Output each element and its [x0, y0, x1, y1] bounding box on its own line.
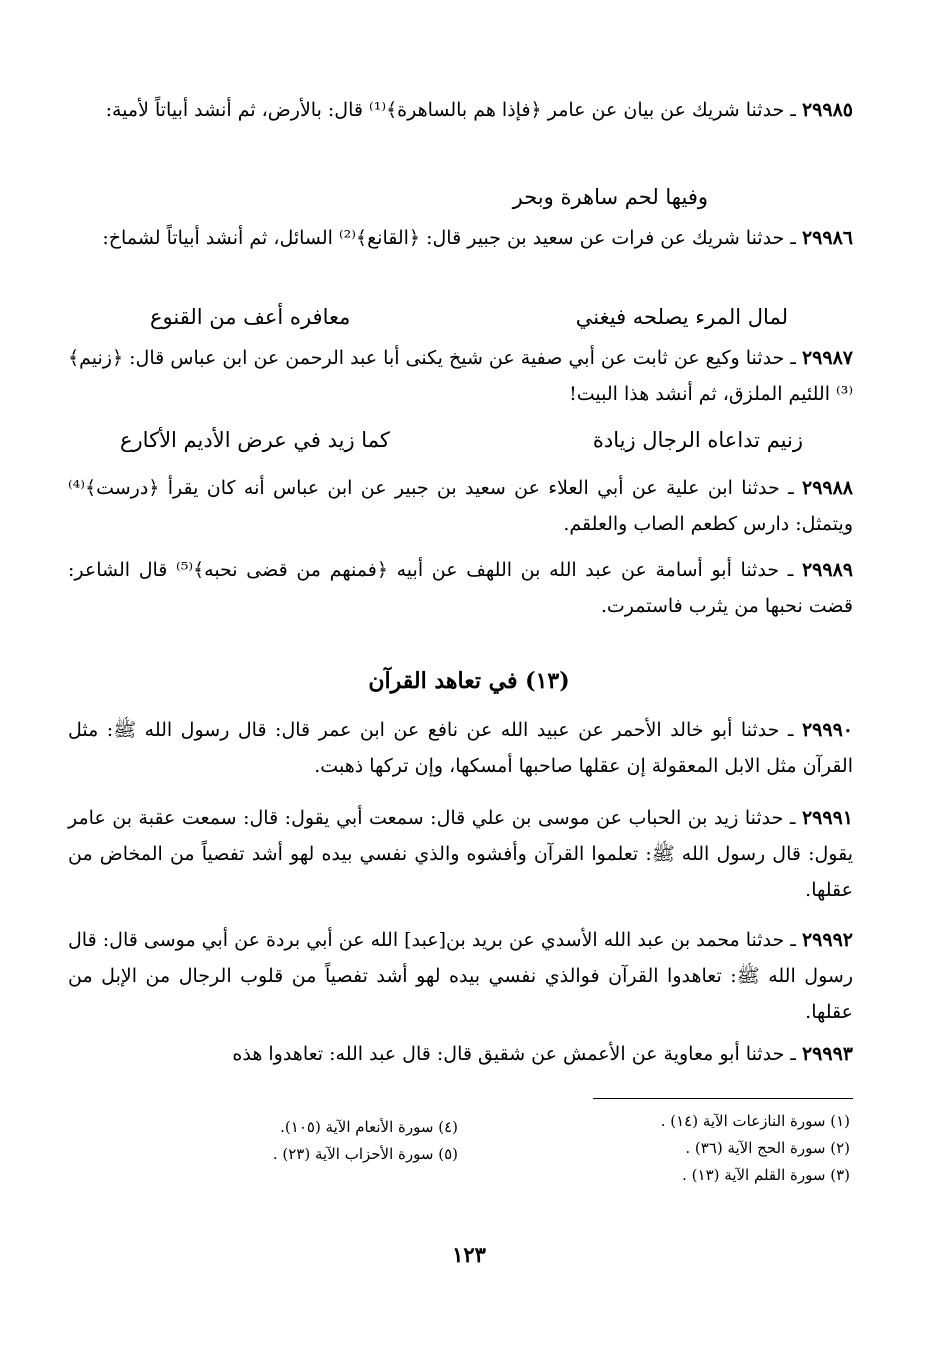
hadith-number: ٢٩٩٩٢	[801, 929, 853, 951]
hadith-number: ٢٩٩٨٨	[801, 477, 854, 499]
footnotes-right	[661, 1108, 850, 1189]
hadith-entry: ٢٩٩٨٥ ـ حدثنا شريك عن بيان عن عامر ﴿فإذا هم بالساهرة﴾⁽¹⁾ قال: بالأرض، ثم أنشد أبياتاً لأمية:	[105, 99, 853, 121]
section-heading: (١٣) في تعاهد القرآن	[368, 668, 570, 694]
hadith-number: ٢٩٩٩٠	[801, 719, 853, 741]
hadith-entry: ٢٩٩٩٢ ـ حدثنا محمد بن عبد الله الأسدي عن بريد بن[عبد] الله عن أبي بردة عن أبي موسى قال: قال رسول الله ﷺ: تعاهدوا القرآن فوالذي نفسي بيده لهو أشد تفصياً من قلوب الرجال من الإبل من عقلها.	[68, 929, 853, 1023]
hadith-text: حدثنا أبو معاوية عن الأعمش عن شقيق قال: قال عبد الله: تعاهدوا هذه	[232, 1043, 785, 1065]
verse-hemistich: وفيها لحم ساهرة وبحر	[512, 185, 708, 209]
hadith-number: ٢٩٩٨٥	[801, 99, 853, 121]
footnote: (٤) سورة الأنعام الآية (١٠٥).	[280, 1118, 458, 1136]
verse-hemistich-left: كما زيد في عرض الأديم الأكارع	[120, 428, 390, 452]
footnote-separator	[593, 1098, 853, 1099]
hadith-text: حدثنا وكيع عن ثابت عن أبي صفية عن شيخ يكنى أبا عبد الرحمن عن ابن عباس قال: ﴿زنيم﴾⁽³⁾ اللئيم الملزق، ثم أنشد هذا البيت!	[68, 347, 853, 405]
hadith-number: ٢٩٩٩١	[801, 807, 853, 829]
hadith-text: حدثنا شريك عن فرات عن سعيد بن جبير قال: ﴿القانع﴾⁽²⁾ السائل، ثم أنشد أبياتاً لشماخ:	[102, 227, 785, 249]
footnotes-left	[273, 1114, 458, 1168]
poem-verse	[240, 182, 708, 212]
footnote: (٢) سورة الحج الآية (٣٦) .	[685, 1139, 850, 1157]
verse-hemistich-right: لمال المرء يصلحه فيغني	[575, 305, 788, 329]
poem-verse	[150, 302, 788, 332]
footnote: (٣) سورة القلم الآية (١٣) .	[682, 1166, 850, 1184]
hadith-number: ٢٩٩٨٧	[801, 347, 853, 369]
hadith-entry: ٢٩٩٨٧ ـ حدثنا وكيع عن ثابت عن أبي صفية عن شيخ يكنى أبا عبد الرحمن عن ابن عباس قال: ﴿زنيم﴾⁽³⁾ اللئيم الملزق، ثم أنشد هذا البيت!	[68, 347, 853, 405]
footnote: (٥) سورة الأحزاب الآية (٢٣) .	[272, 1145, 458, 1163]
hadith-number: ٢٩٩٨٦	[801, 227, 853, 249]
verse-hemistich-right: زنيم تداعاه الرجال زيادة	[592, 428, 803, 452]
poem-verse	[120, 425, 803, 455]
hadith-text: حدثنا شريك عن بيان عن عامر ﴿فإذا هم بالساهرة﴾⁽¹⁾ قال: بالأرض، ثم أنشد أبياتاً لأمية:	[105, 99, 785, 121]
hadith-number: ٢٩٩٩٣	[801, 1043, 853, 1065]
hadith-text: حدثنا زيد بن الحباب عن موسى بن علي قال: سمعت أبي يقول: قال: سمعت عقبة بن عامر يقول: قال رسول الله ﷺ: تعلموا القرآن وأفشوه والذي نفسي بيده لهو أشد تفصياً من المخاض من عقلها.	[68, 807, 853, 901]
hadith-entry: ٢٩٩٩١ ـ حدثنا زيد بن الحباب عن موسى بن علي قال: سمعت أبي يقول: قال: سمعت عقبة بن عامر يقول: قال رسول الله ﷺ: تعلموا القرآن وأفشوه والذي نفسي بيده لهو أشد تفصياً من المخاض من عقلها.	[68, 807, 853, 901]
hadith-number: ٢٩٩٨٩	[801, 559, 853, 581]
hadith-text: حدثنا أبو أسامة عن عبد الله بن اللهف عن أبيه ﴿فمنهم من قضى نحبه﴾⁽⁵⁾ قال الشاعر: قضت نحبها من يثرب فاستمرت.	[68, 559, 853, 617]
hadith-text: حدثنا محمد بن عبد الله الأسدي عن بريد بن[عبد] الله عن أبي بردة عن أبي موسى قال: قال رسول الله ﷺ: تعاهدوا القرآن فوالذي نفسي بيده لهو أشد تفصياً من قلوب الرجال من الإبل من عقلها.	[68, 929, 853, 1023]
page-number: ١٢٣	[452, 1242, 486, 1267]
hadith-text: حدثنا ابن علية عن أبي العلاء عن سعيد بن جبير عن ابن عباس أنه كان يقرأ ﴿درست﴾⁽⁴⁾ ويتمثل: دارس كطعم الصاب والعلقم.	[68, 477, 853, 535]
hadith-text: حدثنا أبو خالد الأحمر عن عبيد الله عن نافع عن ابن عمر قال: قال رسول الله ﷺ: مثل القرآن مثل الابل المعقولة إن عقلها صاحبها أمسكها، وإن تركها ذهبت.	[68, 719, 853, 777]
hadith-entry: ٢٩٩٨٨ ـ حدثنا ابن علية عن أبي العلاء عن سعيد بن جبير عن ابن عباس أنه كان يقرأ ﴿درست﴾⁽⁴⁾ ويتمثل: دارس كطعم الصاب والعلقم.	[68, 477, 854, 535]
hadith-entry: ٢٩٩٩٠ ـ حدثنا أبو خالد الأحمر عن عبيد الله عن نافع عن ابن عمر قال: قال رسول الله ﷺ: مثل القرآن مثل الابل المعقولة إن عقلها صاحبها أمسكها، وإن تركها ذهبت.	[68, 719, 853, 777]
hadith-entry: ٢٩٩٨٩ ـ حدثنا أبو أسامة عن عبد الله بن اللهف عن أبيه ﴿فمنهم من قضى نحبه﴾⁽⁵⁾ قال الشاعر: قضت نحبها من يثرب فاستمرت.	[68, 559, 853, 617]
hadith-entry: ٢٩٩٩٣ ـ حدثنا أبو معاوية عن الأعمش عن شقيق قال: قال عبد الله: تعاهدوا هذه	[232, 1043, 853, 1065]
verse-hemistich-left: معافره أعف من القنوع	[150, 305, 351, 329]
footnote: (١) سورة النازعات الآية (١٤) .	[660, 1112, 850, 1130]
hadith-entry: ٢٩٩٨٦ ـ حدثنا شريك عن فرات عن سعيد بن جبير قال: ﴿القانع﴾⁽²⁾ السائل، ثم أنشد أبياتاً لشماخ:	[102, 227, 853, 249]
